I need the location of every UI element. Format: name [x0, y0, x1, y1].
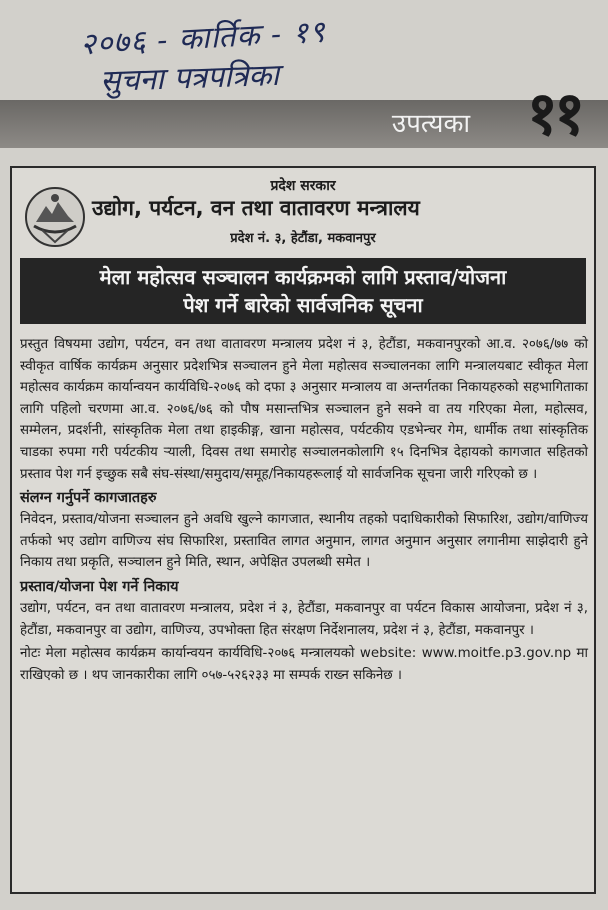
section-label: उपत्यका — [391, 109, 471, 139]
handwritten-note — [60, 6, 480, 101]
documents-heading: संलग्न गर्नुपर्ने कागजातहरु — [20, 490, 157, 507]
submission-text: उद्योग, पर्यटन, वन तथा वातावरण मन्त्रालय, प्रदेश नं ३, हेटौंडा, मकवानपुर वा पर्यटन विकास आयोजना, प्रदेश नं ३, हेटौंडा, मकवानपुर वा उद्योग, वाणिज्य, उपभोक्ता हित संरक्षण निर्देशनालय, प्रदेश नं ३, हेटौंडा, मकवानपुर । — [20, 600, 588, 638]
public-notice — [10, 166, 596, 894]
government-name: प्रदेश सरकार — [270, 178, 336, 194]
notice-body — [20, 334, 588, 688]
notice-intro: प्रस्तुत विषयमा उद्योग, पर्यटन, वन तथा वातावरण मन्त्रालय प्रदेश नं ३, हेटौंडा, मकवानपुरको आ.व. २०७६/७७ को स्वीकृत वार्षिक कार्यक्रम अनुसार प्रदेशभित्र सञ्चालन हुने मेला महोत्सव सञ्चालनका लागि मन्त्रालयबाट स्वीकृत मेला महोत्सव कार्यक्रम कार्यान्वयन कार्यविधि-२०७६ को दफा ३ अनुसार मन्त्रालय वा अन्तर्गतका निकायहरुको सहभागिताका लागि पहिलो चरणमा आ.व. २०७६/७६ को पौष मसान्तभित्र सञ्चालन हुने सक्ने वा तय गरिएका मेला, महोत्सव, सम्मेलन, प्रदर्शनी, सांस्कृतिक मेला तथा हाइकीङ्ग, खाना महोत्सव, पर्यटकीय एडभेन्चर गेम, धार्मीक तथा सांस्कृतिक चाडका रुपमा गरी पर्यटकीय र्‍याली, दिवस तथा समारोह सञ्चालनकोलागि १५ दिनभित्र देहायको कागजात सहितको प्रस्ताव पेश गर्न इच्छुक सबै संघ-संस्था/समुदाय/समूह/निकायहरूलाई यो सार्वजनिक सूचना जारी गरिएको छ । — [20, 337, 588, 482]
notice-title-line2: पेश गर्ने बारेको सार्वजनिक सूचना — [183, 293, 423, 317]
handwritten-label: सुचना पत्रपत्रिका — [99, 57, 280, 100]
submission-heading: प्रस्ताव/योजना पेश गर्ने निकाय — [20, 578, 179, 595]
ministry-name: उद्योग, पर्यटन, वन तथा वातावरण मन्त्रालय — [92, 196, 420, 220]
ministry-address: प्रदेश नं. ३, हेटौंडा, मकवानपुर — [230, 231, 376, 246]
notice-title-line1: मेला महोत्सव सञ्चालन कार्यक्रमको लागि प्रस्ताव/योजना — [99, 265, 507, 289]
page-number: ११ — [526, 79, 582, 149]
notice-note: नोटः मेला महोत्सव कार्यक्रम कार्यान्वयन कार्यविधि-२०७६ मन्त्रालयको website: www.moitfe.p3.gov.np मा राखिएको छ । थप जानकारीका लागि ०५७-५२६२३३ मा सम्पर्क राख्न सकिनेछ । — [20, 646, 588, 683]
notice-title — [20, 258, 586, 324]
documents-text: निवेदन, प्रस्ताव/योजना सञ्चालन हुने अवधि खुल्ने कागजात, स्थानीय तहको पदाधिकारीको सिफारिश, उद्योग/वाणिज्य तर्फको भए उद्योग वाणिज्य संघ सिफारिश, प्रस्तावित लागत अनुमान, लागत अनुमान अनुसार लगानीमा साझेदारी हुने निकाय तथा प्रकृति, सञ्चालन हुने मिति, स्थान, अपेक्षित उपलब्धी समेत । — [20, 512, 588, 571]
handwritten-date: २०७६ - कार्तिक - १९ — [79, 14, 327, 63]
